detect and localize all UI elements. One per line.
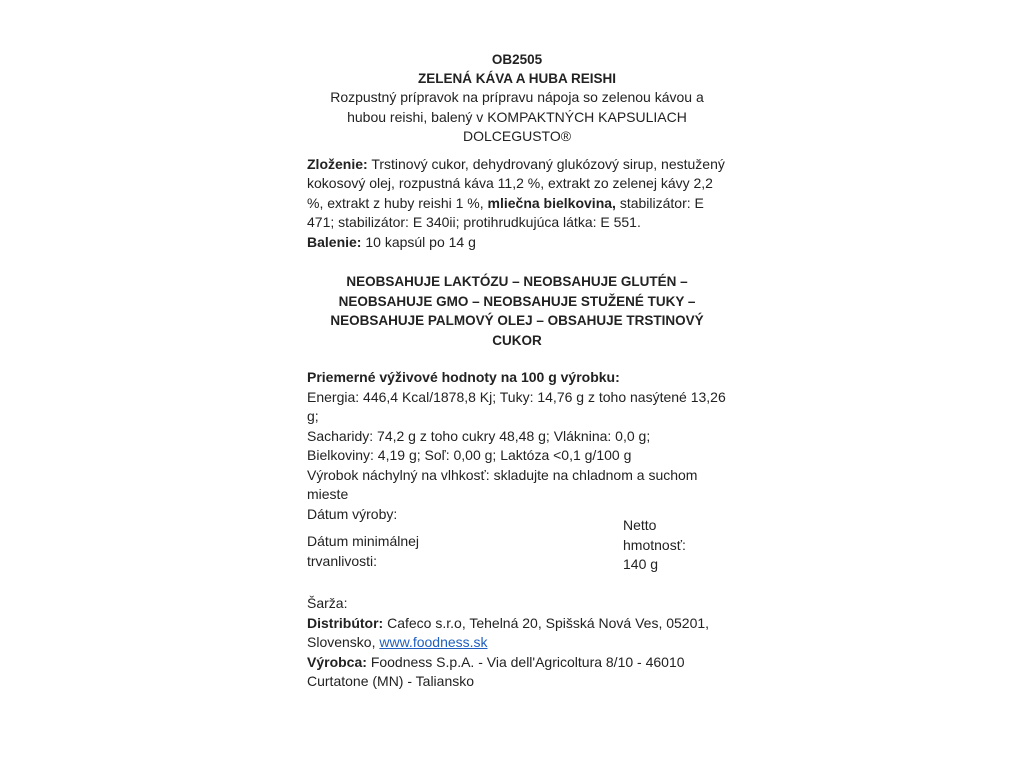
manufacturer-paragraph [307, 653, 727, 692]
package-value: 10 kapsúl po 14 g [365, 233, 476, 250]
package-label: Balenie: [307, 233, 362, 250]
notice-line-3: NEOBSAHUJE PALMOVÝ OLEJ – OBSAHUJE TRSTINOVÝ CUKOR [330, 313, 704, 348]
product-title: ZELENÁ KÁVA A HUBA REISHI [417, 71, 616, 86]
notice-line-2: NEOBSAHUJE GMO – NEOBSAHUJE STUŽENÉ TUKY – [338, 293, 696, 309]
best-before-label: Dátum minimálnej trvanlivosti: [307, 533, 420, 569]
net-weight-value: 140 g [623, 556, 659, 572]
manufacturer-text: Foodness S.p.A. - Via dell'Agricoltura 8/10 - 46010 Curtatone (MN) - Taliansko [307, 653, 685, 689]
foodness-website-link[interactable]: www.foodness.sk [379, 634, 488, 650]
date-weight-row [307, 517, 727, 584]
free-from-notice [307, 272, 727, 350]
composition-label: Zloženie: [307, 155, 368, 172]
net-weight-block [623, 516, 723, 575]
nutrition-protein: Bielkoviny: 4,19 g; Soľ: 0,00 g; Laktóza <0,1 g/100 g [307, 447, 632, 463]
batch-label: Šarža: [307, 595, 348, 611]
manufacturer-label: Výrobca: [307, 653, 367, 670]
distributor-text: Cafeco s.r.o, Tehelná 20, Spišská Nová Ves, 05201, Slovensko, [307, 614, 710, 650]
product-label-document [307, 50, 727, 692]
notice-line-1: NEOBSAHUJE LAKTÓZU – NEOBSAHUJE GLUTÉN – [346, 274, 688, 289]
nutrition-energy-fat: Energia: 446,4 Kcal/1878,8 Kj; Tuky: 14,76 g z toho nasýtené 13,26 g; [307, 388, 726, 424]
product-code: OB2505 [491, 52, 543, 67]
net-weight-label: Netto hmotnosť: [623, 517, 686, 553]
distributor-label: Distribútor: [307, 614, 384, 631]
nutrition-title: Priemerné výživové hodnoty na 100 g výrobku: [307, 369, 620, 385]
composition-text-rest: stabilizátor: E 471; stabilizátor: E 340ii; protihrudkujúca látka: E 551. [307, 194, 704, 230]
composition-text: Trstinový cukor, dehydrovaný glukózový sirup, nestužený kokosový olej, rozpustná káva 11,2 %, extrakt zo zelenej kávy 2,2 %, extrakt z huby reishi 1 %, [307, 155, 725, 211]
storage-instructions: Výrobok náchylný na vlhkosť: skladujte na chladnom a suchom mieste [307, 466, 698, 502]
product-subtitle: Rozpustný prípravok na prípravu nápoja so zelenou kávou a hubou reishi, balený v KOMPAKTNÝCH KAPSULIACH DOLCEGUSTO® [330, 89, 704, 144]
nutrition-carbs: Sacharidy: 74,2 g z toho cukry 48,48 g; Vláknina: 0,0 g; [307, 427, 651, 444]
composition-allergen: mliečna bielkovina, [487, 194, 616, 211]
production-date-label: Dátum výroby: [307, 505, 398, 522]
package-paragraph [307, 233, 727, 253]
composition-paragraph [307, 155, 727, 233]
distributor-paragraph [307, 614, 727, 653]
